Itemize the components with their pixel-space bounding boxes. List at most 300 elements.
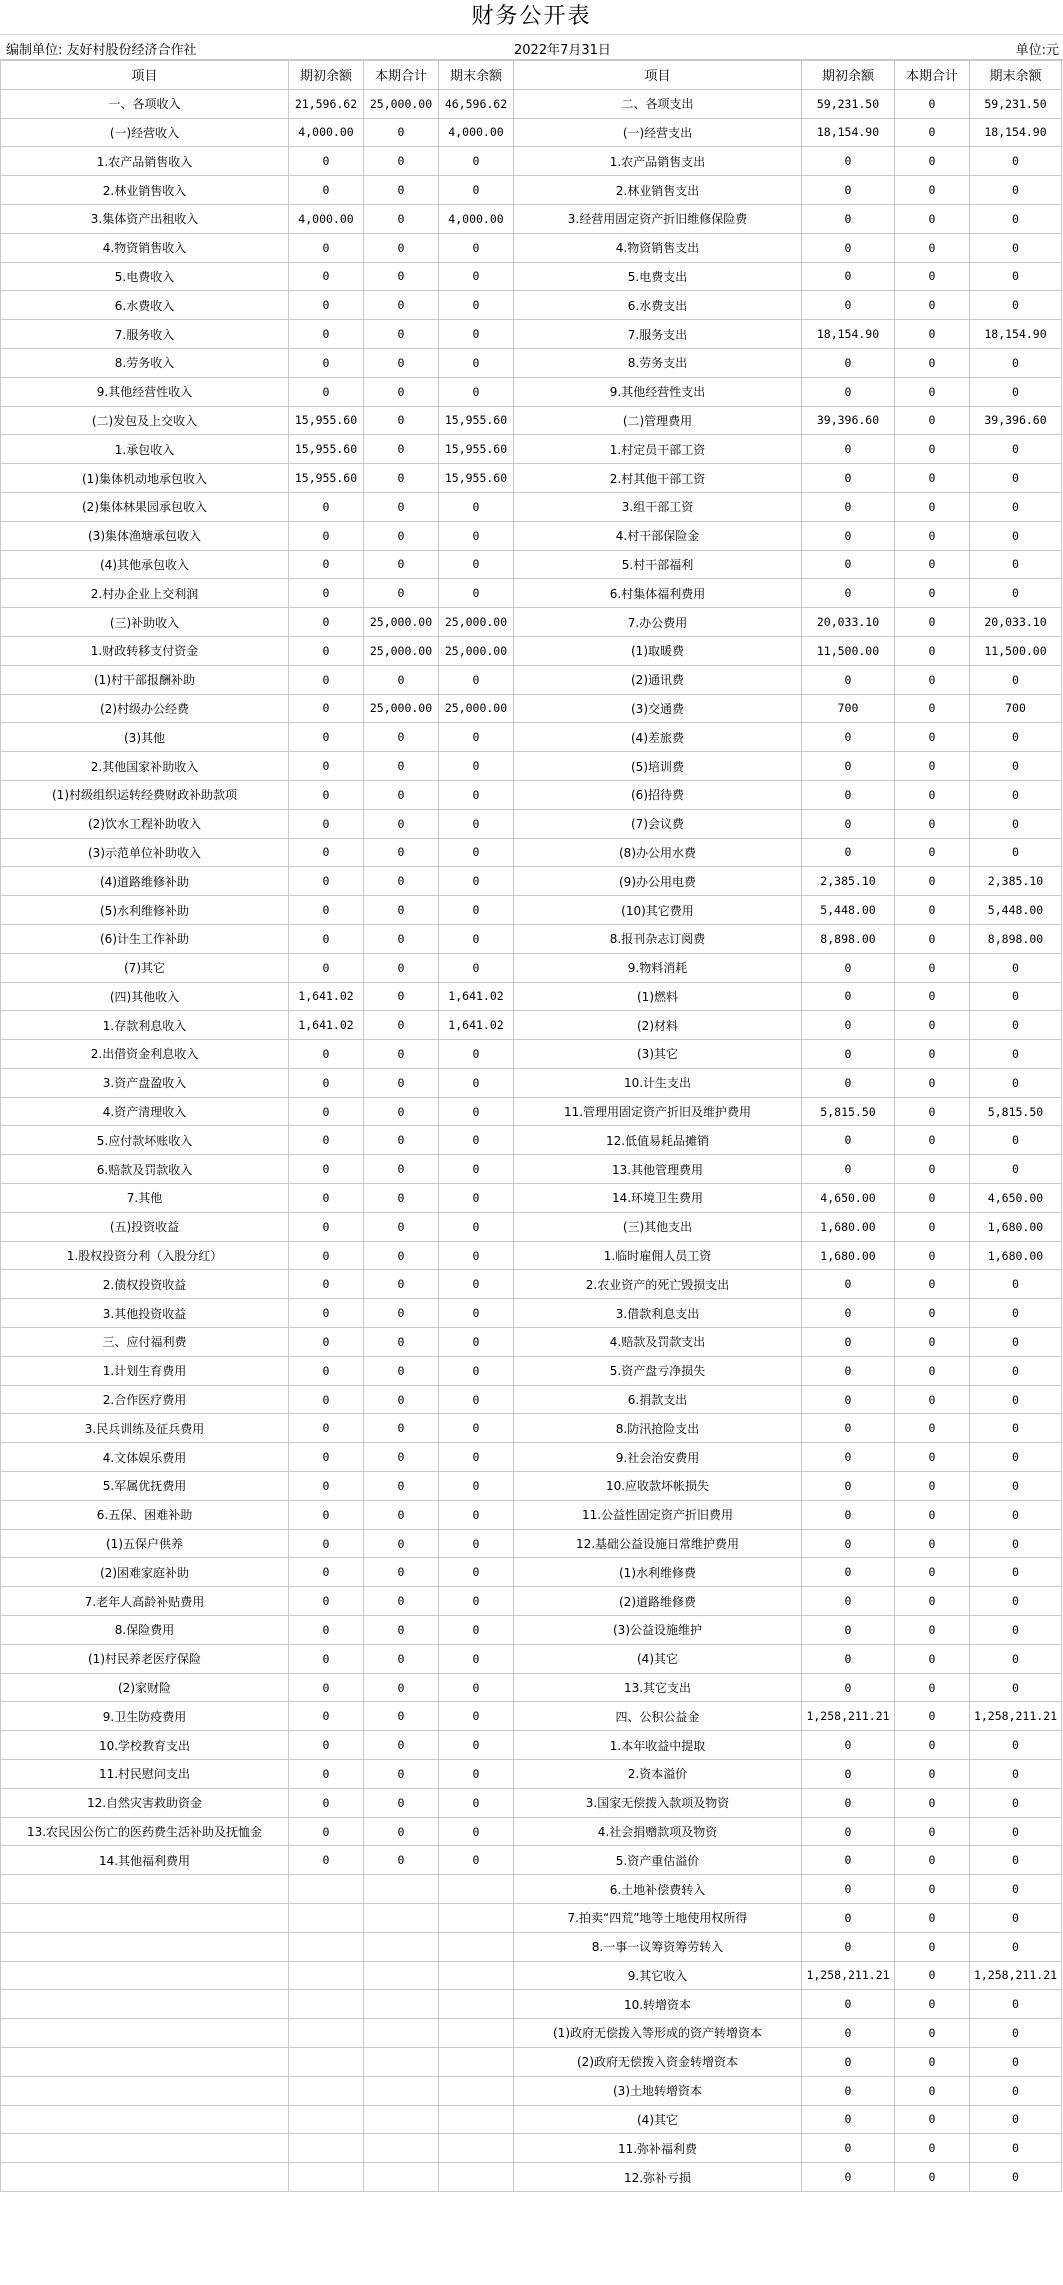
income-period-cell: 0 — [364, 1068, 439, 1097]
income-period-cell: 0 — [364, 1097, 439, 1126]
income-period-cell: 0 — [364, 1846, 439, 1875]
income-closing-cell: 4,000.00 — [439, 118, 514, 147]
expense-closing-cell: 0 — [970, 1616, 1062, 1645]
income-closing-cell — [439, 2019, 514, 2048]
expense-closing-cell: 0 — [970, 953, 1062, 982]
expense-closing-cell: 0 — [970, 1126, 1062, 1155]
expense-period-cell: 0 — [895, 204, 970, 233]
compiling-unit: 编制单位: 友好村股份经济合作社 — [6, 43, 197, 58]
expense-opening-cell: 0 — [802, 262, 895, 291]
income-period-cell: 0 — [364, 867, 439, 896]
expense-closing-cell: 0 — [970, 1270, 1062, 1299]
expense-opening-cell: 0 — [802, 1990, 895, 2019]
income-closing-cell: 15,955.60 — [439, 464, 514, 493]
expense-period-cell: 0 — [895, 176, 970, 205]
expense-opening-cell: 0 — [802, 1011, 895, 1040]
expense-item-cell: (2)材料 — [514, 1011, 802, 1040]
expense-closing-cell: 0 — [970, 1328, 1062, 1357]
expense-opening-cell: 0 — [802, 204, 895, 233]
expense-period-cell: 0 — [895, 924, 970, 953]
expense-closing-cell: 39,396.60 — [970, 406, 1062, 435]
expense-period-cell: 0 — [895, 1241, 970, 1270]
income-closing-cell: 0 — [439, 1155, 514, 1184]
expense-opening-cell: 0 — [802, 982, 895, 1011]
expense-item-cell: 6.土地补偿费转入 — [514, 1875, 802, 1904]
expense-item-cell: 7.办公费用 — [514, 608, 802, 637]
expense-closing-cell: 0 — [970, 204, 1062, 233]
income-closing-cell: 25,000.00 — [439, 636, 514, 665]
table-row — [1, 1961, 1062, 1990]
table-row — [1, 1644, 1062, 1673]
expense-item-cell: 3.经营用固定资产折旧维修保险费 — [514, 204, 802, 233]
income-period-cell — [364, 1961, 439, 1990]
table-row — [1, 1414, 1062, 1443]
income-closing-cell: 46,596.62 — [439, 89, 514, 118]
expense-period-cell: 0 — [895, 1731, 970, 1760]
table-row — [1, 579, 1062, 608]
income-opening-cell: 0 — [289, 377, 364, 406]
income-period-cell: 0 — [364, 953, 439, 982]
income-opening-cell: 0 — [289, 291, 364, 320]
expense-period-cell: 0 — [895, 2105, 970, 2134]
expense-item-cell: 12.弥补亏损 — [514, 2163, 802, 2192]
income-period-cell: 0 — [364, 1587, 439, 1616]
income-opening-cell: 0 — [289, 233, 364, 262]
expense-opening-cell: 0 — [802, 838, 895, 867]
income-opening-cell: 0 — [289, 838, 364, 867]
expense-closing-cell: 0 — [970, 262, 1062, 291]
expense-closing-cell: 0 — [970, 2134, 1062, 2163]
expense-opening-cell: 0 — [802, 377, 895, 406]
header-opening-left: 期初余额 — [289, 61, 364, 90]
income-period-cell: 0 — [364, 982, 439, 1011]
expense-period-cell: 0 — [895, 1961, 970, 1990]
expense-item-cell: 3.组干部工资 — [514, 492, 802, 521]
expense-item-cell: 7.服务支出 — [514, 320, 802, 349]
income-closing-cell: 0 — [439, 1328, 514, 1357]
expense-closing-cell: 0 — [970, 1356, 1062, 1385]
expense-closing-cell: 0 — [970, 1443, 1062, 1472]
expense-item-cell: 3.借款利息支出 — [514, 1299, 802, 1328]
expense-opening-cell: 0 — [802, 1817, 895, 1846]
expense-period-cell: 0 — [895, 464, 970, 493]
income-item-cell: 3.其他投资收益 — [1, 1299, 289, 1328]
table-row — [1, 521, 1062, 550]
income-closing-cell: 0 — [439, 262, 514, 291]
income-item-cell: 1.存款利息收入 — [1, 1011, 289, 1040]
expense-period-cell: 0 — [895, 2134, 970, 2163]
expense-opening-cell: 0 — [802, 1328, 895, 1357]
expense-closing-cell: 0 — [970, 233, 1062, 262]
expense-opening-cell: 0 — [802, 1385, 895, 1414]
expense-opening-cell: 0 — [802, 1875, 895, 1904]
income-item-cell: 1.承包收入 — [1, 435, 289, 464]
table-row — [1, 204, 1062, 233]
income-item-cell: 9.其他经营性收入 — [1, 377, 289, 406]
income-closing-cell: 0 — [439, 550, 514, 579]
expense-opening-cell: 0 — [802, 1731, 895, 1760]
expense-closing-cell: 0 — [970, 2105, 1062, 2134]
expense-item-cell: (6)招待费 — [514, 780, 802, 809]
expense-period-cell: 0 — [895, 233, 970, 262]
income-period-cell: 0 — [364, 118, 439, 147]
expense-period-cell: 0 — [895, 780, 970, 809]
expense-opening-cell: 0 — [802, 665, 895, 694]
income-item-cell: 8.劳务收入 — [1, 348, 289, 377]
income-opening-cell: 0 — [289, 1241, 364, 1270]
header-row — [1, 61, 1062, 90]
income-period-cell: 0 — [364, 1558, 439, 1587]
expense-period-cell: 0 — [895, 1299, 970, 1328]
income-item-cell: 8.保险费用 — [1, 1616, 289, 1645]
expense-closing-cell: 0 — [970, 2076, 1062, 2105]
income-item-cell: 2.合作医疗费用 — [1, 1385, 289, 1414]
expense-closing-cell: 0 — [970, 1644, 1062, 1673]
income-period-cell: 0 — [364, 1155, 439, 1184]
expense-item-cell: 11.公益性固定资产折旧费用 — [514, 1500, 802, 1529]
income-item-cell: 4.物资销售收入 — [1, 233, 289, 262]
income-item-cell — [1, 2076, 289, 2105]
table-row — [1, 1011, 1062, 1040]
expense-opening-cell: 0 — [802, 291, 895, 320]
income-period-cell: 0 — [364, 435, 439, 464]
income-closing-cell: 0 — [439, 377, 514, 406]
expense-closing-cell: 0 — [970, 1587, 1062, 1616]
expense-opening-cell: 0 — [802, 492, 895, 521]
expense-closing-cell: 0 — [970, 838, 1062, 867]
expense-opening-cell: 0 — [802, 780, 895, 809]
expense-period-cell: 0 — [895, 1904, 970, 1933]
expense-period-cell: 0 — [895, 1414, 970, 1443]
income-closing-cell — [439, 2134, 514, 2163]
expense-closing-cell: 0 — [970, 809, 1062, 838]
expense-opening-cell: 0 — [802, 1040, 895, 1069]
table-row — [1, 838, 1062, 867]
expense-closing-cell: 1,258,211.21 — [970, 1961, 1062, 1990]
income-period-cell: 0 — [364, 579, 439, 608]
expense-item-cell: (3)交通费 — [514, 694, 802, 723]
income-closing-cell: 1,641.02 — [439, 982, 514, 1011]
income-closing-cell: 0 — [439, 780, 514, 809]
income-closing-cell: 0 — [439, 867, 514, 896]
expense-period-cell: 0 — [895, 550, 970, 579]
income-opening-cell: 0 — [289, 694, 364, 723]
income-closing-cell: 0 — [439, 665, 514, 694]
income-opening-cell — [289, 2076, 364, 2105]
expense-opening-cell: 1,680.00 — [802, 1241, 895, 1270]
table-row — [1, 2047, 1062, 2076]
income-period-cell: 0 — [364, 1788, 439, 1817]
table-row — [1, 694, 1062, 723]
income-period-cell: 0 — [364, 665, 439, 694]
income-closing-cell — [439, 1875, 514, 1904]
income-period-cell: 0 — [364, 1126, 439, 1155]
income-period-cell: 0 — [364, 464, 439, 493]
expense-item-cell: 2.农业资产的死亡毁损支出 — [514, 1270, 802, 1299]
expense-period-cell: 0 — [895, 406, 970, 435]
expense-opening-cell: 0 — [802, 723, 895, 752]
expense-closing-cell: 0 — [970, 1299, 1062, 1328]
expense-opening-cell: 0 — [802, 1270, 895, 1299]
income-period-cell: 0 — [364, 752, 439, 781]
table-row — [1, 1126, 1062, 1155]
expense-closing-cell: 0 — [970, 1904, 1062, 1933]
income-period-cell: 0 — [364, 1616, 439, 1645]
expense-opening-cell: 0 — [802, 752, 895, 781]
expense-period-cell: 0 — [895, 521, 970, 550]
table-row — [1, 752, 1062, 781]
income-period-cell: 0 — [364, 1500, 439, 1529]
table-row — [1, 723, 1062, 752]
income-item-cell: 2.村办企业上交利润 — [1, 579, 289, 608]
table-row — [1, 867, 1062, 896]
table-row — [1, 1558, 1062, 1587]
expense-item-cell: (3)土地转增资本 — [514, 2076, 802, 2105]
income-opening-cell: 0 — [289, 320, 364, 349]
report-date: 2022年7月31日 — [514, 43, 611, 58]
income-closing-cell — [439, 2163, 514, 2192]
expense-item-cell: (10)其它费用 — [514, 896, 802, 925]
income-opening-cell: 0 — [289, 896, 364, 925]
income-period-cell — [364, 1932, 439, 1961]
expense-item-cell: 2.林业销售支出 — [514, 176, 802, 205]
expense-period-cell: 0 — [895, 867, 970, 896]
table-row — [1, 1817, 1062, 1846]
expense-closing-cell: 0 — [970, 1529, 1062, 1558]
income-item-cell: 9.卫生防疫费用 — [1, 1702, 289, 1731]
income-closing-cell — [439, 2076, 514, 2105]
expense-opening-cell: 1,680.00 — [802, 1212, 895, 1241]
expense-closing-cell: 0 — [970, 1817, 1062, 1846]
table-row — [1, 1472, 1062, 1501]
expense-opening-cell: 0 — [802, 2105, 895, 2134]
table-row — [1, 176, 1062, 205]
expense-opening-cell: 0 — [802, 176, 895, 205]
income-closing-cell: 15,955.60 — [439, 406, 514, 435]
expense-item-cell: 8.劳务支出 — [514, 348, 802, 377]
expense-item-cell: 2.资本溢价 — [514, 1760, 802, 1789]
income-closing-cell: 0 — [439, 1587, 514, 1616]
expense-closing-cell: 0 — [970, 1068, 1062, 1097]
income-item-cell: 3.民兵训练及征兵费用 — [1, 1414, 289, 1443]
income-item-cell: (1)村民养老医疗保险 — [1, 1644, 289, 1673]
expense-period-cell: 0 — [895, 2076, 970, 2105]
header-period-left: 本期合计 — [364, 61, 439, 90]
table-row — [1, 1385, 1062, 1414]
expense-item-cell: (5)培训费 — [514, 752, 802, 781]
income-opening-cell: 0 — [289, 492, 364, 521]
expense-item-cell: 10.应收款坏帐损失 — [514, 1472, 802, 1501]
expense-period-cell: 0 — [895, 723, 970, 752]
expense-period-cell: 0 — [895, 1817, 970, 1846]
expense-closing-cell: 8,898.00 — [970, 924, 1062, 953]
expense-period-cell: 0 — [895, 1529, 970, 1558]
expense-closing-cell: 1,258,211.21 — [970, 1702, 1062, 1731]
income-period-cell: 0 — [364, 291, 439, 320]
income-item-cell: 1.计划生育费用 — [1, 1356, 289, 1385]
income-item-cell: 7.其他 — [1, 1184, 289, 1213]
income-item-cell: 三、应付福利费 — [1, 1328, 289, 1357]
header-period-right: 本期合计 — [895, 61, 970, 90]
income-closing-cell — [439, 1990, 514, 2019]
income-period-cell: 0 — [364, 1414, 439, 1443]
income-opening-cell: 1,641.02 — [289, 1011, 364, 1040]
income-opening-cell: 15,955.60 — [289, 435, 364, 464]
expense-closing-cell: 18,154.90 — [970, 118, 1062, 147]
income-closing-cell: 0 — [439, 953, 514, 982]
expense-item-cell: 4.赔款及罚款支出 — [514, 1328, 802, 1357]
income-period-cell: 0 — [364, 1241, 439, 1270]
expense-closing-cell: 0 — [970, 147, 1062, 176]
expense-period-cell: 0 — [895, 320, 970, 349]
expense-period-cell: 0 — [895, 665, 970, 694]
income-period-cell: 0 — [364, 320, 439, 349]
expense-opening-cell: 18,154.90 — [802, 118, 895, 147]
expense-period-cell: 0 — [895, 1328, 970, 1357]
income-period-cell: 0 — [364, 1472, 439, 1501]
expense-period-cell: 0 — [895, 2047, 970, 2076]
expense-closing-cell: 0 — [970, 1673, 1062, 1702]
expense-closing-cell: 0 — [970, 176, 1062, 205]
income-period-cell: 0 — [364, 262, 439, 291]
expense-period-cell: 0 — [895, 1587, 970, 1616]
expense-period-cell: 0 — [895, 348, 970, 377]
expense-period-cell: 0 — [895, 1702, 970, 1731]
expense-period-cell: 0 — [895, 89, 970, 118]
table-row — [1, 291, 1062, 320]
income-period-cell: 0 — [364, 1817, 439, 1846]
expense-item-cell: 1.临时雇佣人员工资 — [514, 1241, 802, 1270]
table-row — [1, 1846, 1062, 1875]
expense-item-cell: 10.转增资本 — [514, 1990, 802, 2019]
expense-item-cell: 1.本年收益中提取 — [514, 1731, 802, 1760]
income-period-cell: 0 — [364, 1011, 439, 1040]
income-item-cell — [1, 2163, 289, 2192]
table-row — [1, 1068, 1062, 1097]
income-closing-cell: 0 — [439, 579, 514, 608]
income-opening-cell: 0 — [289, 1414, 364, 1443]
expense-closing-cell: 0 — [970, 2163, 1062, 2192]
income-opening-cell: 0 — [289, 636, 364, 665]
expense-opening-cell: 0 — [802, 1644, 895, 1673]
income-period-cell: 0 — [364, 204, 439, 233]
table-row — [1, 2019, 1062, 2048]
expense-closing-cell: 0 — [970, 377, 1062, 406]
expense-closing-cell: 0 — [970, 1731, 1062, 1760]
table-row — [1, 1155, 1062, 1184]
income-opening-cell: 4,000.00 — [289, 204, 364, 233]
table-row — [1, 1270, 1062, 1299]
expense-opening-cell: 2,385.10 — [802, 867, 895, 896]
income-closing-cell — [439, 2047, 514, 2076]
expense-period-cell: 0 — [895, 492, 970, 521]
expense-opening-cell: 0 — [802, 953, 895, 982]
expense-item-cell: (1)燃料 — [514, 982, 802, 1011]
expense-item-cell: 9.其它收入 — [514, 1961, 802, 1990]
income-closing-cell: 0 — [439, 1702, 514, 1731]
expense-opening-cell: 0 — [802, 1068, 895, 1097]
income-item-cell: 14.其他福利费用 — [1, 1846, 289, 1875]
expense-closing-cell: 18,154.90 — [970, 320, 1062, 349]
expense-opening-cell: 0 — [802, 1587, 895, 1616]
expense-item-cell: 1.村定员干部工资 — [514, 435, 802, 464]
expense-closing-cell: 0 — [970, 1875, 1062, 1904]
expense-period-cell: 0 — [895, 982, 970, 1011]
income-closing-cell: 0 — [439, 492, 514, 521]
income-item-cell: 4.资产清理收入 — [1, 1097, 289, 1126]
income-closing-cell: 25,000.00 — [439, 694, 514, 723]
expense-opening-cell: 0 — [802, 147, 895, 176]
expense-opening-cell: 0 — [802, 2163, 895, 2192]
expense-closing-cell: 2,385.10 — [970, 867, 1062, 896]
income-closing-cell: 0 — [439, 1616, 514, 1645]
income-opening-cell: 0 — [289, 1846, 364, 1875]
income-item-cell: (2)家财险 — [1, 1673, 289, 1702]
expense-opening-cell: 0 — [802, 1788, 895, 1817]
income-period-cell — [364, 2163, 439, 2192]
income-period-cell: 0 — [364, 1702, 439, 1731]
income-item-cell: 3.集体资产出租收入 — [1, 204, 289, 233]
table-row — [1, 1587, 1062, 1616]
expense-closing-cell: 20,033.10 — [970, 608, 1062, 637]
expense-opening-cell: 0 — [802, 2019, 895, 2048]
expense-period-cell: 0 — [895, 1155, 970, 1184]
income-item-cell — [1, 2105, 289, 2134]
income-closing-cell: 0 — [439, 924, 514, 953]
income-item-cell: (4)其他承包收入 — [1, 550, 289, 579]
expense-period-cell: 0 — [895, 953, 970, 982]
income-item-cell: 5.军属优抚费用 — [1, 1472, 289, 1501]
expense-closing-cell: 0 — [970, 1040, 1062, 1069]
table-row — [1, 1990, 1062, 2019]
income-period-cell — [364, 2047, 439, 2076]
income-item-cell: 6.水费收入 — [1, 291, 289, 320]
income-opening-cell: 0 — [289, 1184, 364, 1213]
income-opening-cell: 0 — [289, 1212, 364, 1241]
income-closing-cell: 0 — [439, 233, 514, 262]
income-item-cell: 2.出借资金利息收入 — [1, 1040, 289, 1069]
expense-opening-cell: 11,500.00 — [802, 636, 895, 665]
income-item-cell: 10.学校教育支出 — [1, 1731, 289, 1760]
expense-item-cell: 3.国家无偿拨入款项及物资 — [514, 1788, 802, 1817]
expense-item-cell: (3)公益设施维护 — [514, 1616, 802, 1645]
income-item-cell: (1)集体机动地承包收入 — [1, 464, 289, 493]
expense-opening-cell: 0 — [802, 435, 895, 464]
income-period-cell: 0 — [364, 1529, 439, 1558]
expense-period-cell: 0 — [895, 1472, 970, 1501]
expense-period-cell: 0 — [895, 809, 970, 838]
expense-item-cell: (1)政府无偿拨入等形成的资产转增资本 — [514, 2019, 802, 2048]
income-opening-cell: 0 — [289, 953, 364, 982]
income-opening-cell: 0 — [289, 176, 364, 205]
income-closing-cell: 0 — [439, 1068, 514, 1097]
expense-period-cell: 0 — [895, 1673, 970, 1702]
expense-item-cell: (4)差旅费 — [514, 723, 802, 752]
table-row — [1, 1040, 1062, 1069]
expense-closing-cell: 0 — [970, 1788, 1062, 1817]
expense-period-cell: 0 — [895, 694, 970, 723]
expense-item-cell: 14.环境卫生费用 — [514, 1184, 802, 1213]
expense-closing-cell: 0 — [970, 665, 1062, 694]
expense-item-cell: 6.水费支出 — [514, 291, 802, 320]
income-item-cell: 5.电费收入 — [1, 262, 289, 291]
income-opening-cell: 0 — [289, 1673, 364, 1702]
expense-closing-cell: 0 — [970, 982, 1062, 1011]
income-period-cell: 0 — [364, 1731, 439, 1760]
income-item-cell: (6)计生工作补助 — [1, 924, 289, 953]
expense-item-cell: 9.物料消耗 — [514, 953, 802, 982]
expense-period-cell: 0 — [895, 1385, 970, 1414]
